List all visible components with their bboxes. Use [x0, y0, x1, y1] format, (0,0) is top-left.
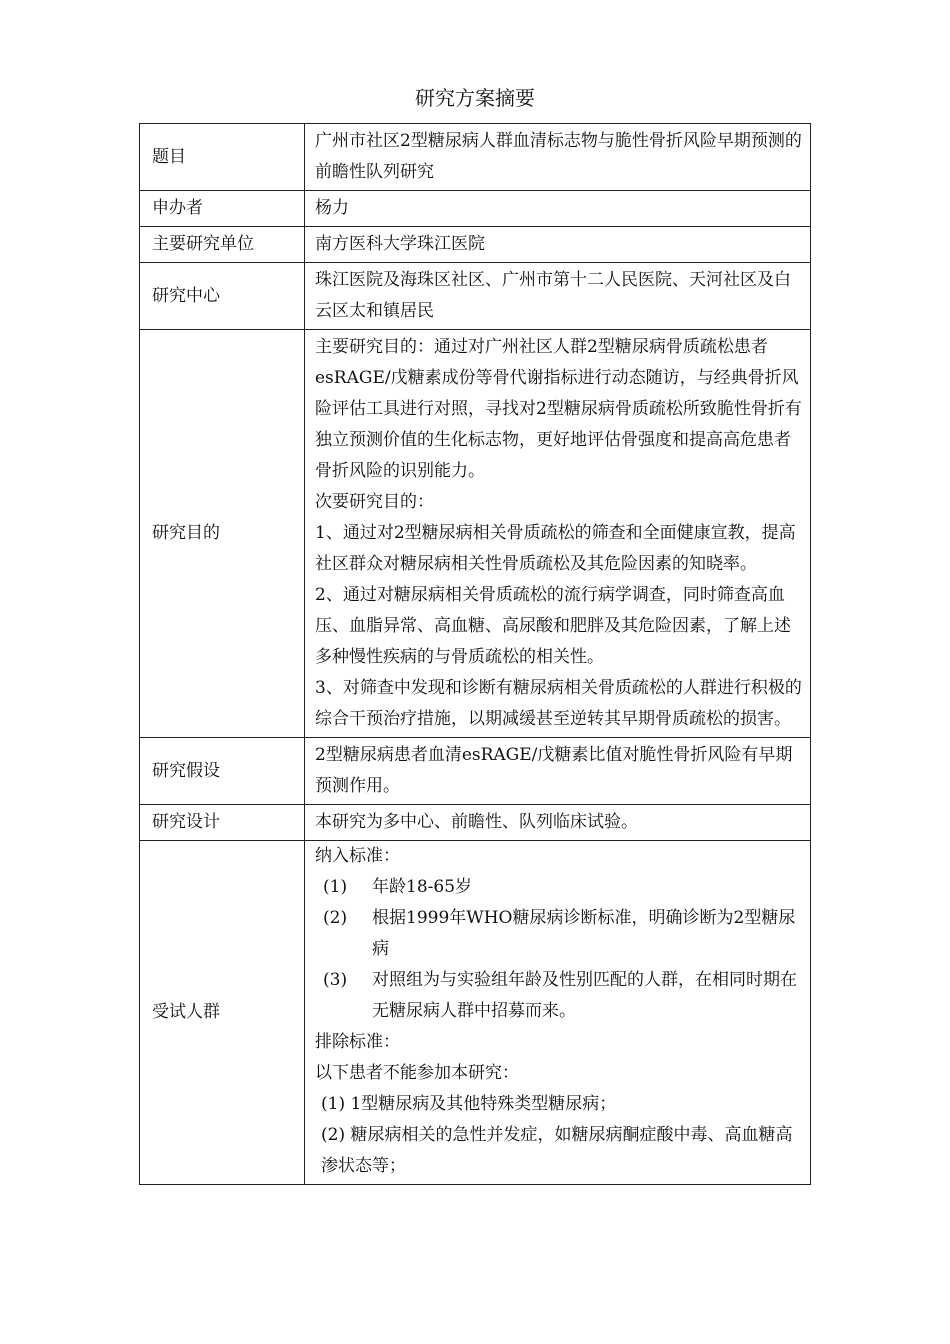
table-row [140, 738, 811, 805]
inclusion-item [315, 872, 804, 903]
table-row [140, 227, 811, 263]
inclusion-item-text: 对照组为与实验组年龄及性别匹配的人群，在相同时期在无糖尿病人群中招募而来。 [372, 970, 797, 1021]
table-row [140, 124, 811, 191]
exclusion-heading: 排除标准： [315, 1032, 400, 1052]
inclusion-item-number: (1) [323, 877, 348, 897]
row-value-center: 珠江医院及海珠区社区、广州市第十二人民医院、天河社区及白云区太和镇居民 [305, 263, 811, 330]
row-value-sponsor: 杨力 [305, 191, 811, 227]
row-value-unit: 南方医科大学珠江医院 [305, 227, 811, 263]
inclusion-item [315, 965, 804, 1027]
page-title: 研究方案摘要 [415, 86, 535, 110]
table-row [140, 263, 811, 330]
row-value-topic: 广州市社区2型糖尿病人群血清标志物与脆性骨折风险早期预测的前瞻性队列研究 [305, 124, 811, 191]
row-label-sponsor: 申办者 [140, 191, 305, 227]
inclusion-heading: 纳入标准： [315, 846, 400, 866]
purpose-main: 主要研究目的：通过对广州社区人群2型糖尿病骨质疏松患者esRAGE/戊糖素成份等骨代谢指标进行动态随访，与经典骨折风险评估工具进行对照，寻找对2型糖尿病骨质疏松所致脆性骨折有独立预测价值的生化标志物，更好地评估骨强度和提高高危患者骨折风险的识别能力。 [315, 337, 802, 481]
exclusion-item: (2) 糖尿病相关的急性并发症，如糖尿病酮症酸中毒、高血糖高渗状态等； [321, 1125, 793, 1176]
row-label-topic: 题目 [140, 124, 305, 191]
row-label-center: 研究中心 [140, 263, 305, 330]
purpose-item-1: 1、通过对2型糖尿病相关骨质疏松的筛查和全面健康宣教，提高社区群众对糖尿病相关性骨质疏松及其危险因素的知晓率。 [315, 523, 796, 574]
purpose-secondary-heading: 次要研究目的： [315, 492, 434, 512]
table-row [140, 841, 811, 1185]
row-label-subjects: 受试人群 [140, 841, 305, 1185]
exclusion-intro: 以下患者不能参加本研究： [315, 1063, 519, 1083]
table-row [140, 330, 811, 738]
summary-table [139, 123, 811, 1185]
row-label-unit: 主要研究单位 [140, 227, 305, 263]
inclusion-item-number: (2) [323, 908, 348, 928]
inclusion-item [315, 903, 804, 965]
purpose-item-2: 2、通过对糖尿病相关骨质疏松的流行病学调查，同时筛查高血压、血脂异常、高血糖、高尿酸和肥胖及其危险因素，了解上述多种慢性疾病的与骨质疏松的相关性。 [315, 585, 791, 667]
inclusion-item-number: (3) [323, 970, 348, 990]
row-value-hypothesis: 2型糖尿病患者血清esRAGE/戊糖素比值对脆性骨折风险有早期预测作用。 [305, 738, 811, 805]
row-label-purpose: 研究目的 [140, 330, 305, 738]
table-row [140, 191, 811, 227]
purpose-item-3: 3、对筛查中发现和诊断有糖尿病相关骨质疏松的人群进行积极的综合干预治疗措施，以期减缓甚至逆转其早期骨质疏松的损害。 [315, 678, 802, 729]
row-value-purpose [305, 330, 811, 738]
row-value-subjects [305, 841, 811, 1185]
inclusion-item-text: 年龄18-65岁 [372, 877, 473, 897]
row-label-design: 研究设计 [140, 805, 305, 841]
row-label-hypothesis: 研究假设 [140, 738, 305, 805]
row-value-design: 本研究为多中心、前瞻性、队列临床试验。 [305, 805, 811, 841]
exclusion-item: (1) 1型糖尿病及其他特殊类型糖尿病； [321, 1094, 617, 1114]
inclusion-item-text: 根据1999年WHO糖尿病诊断标准，明确诊断为2型糖尿病 [372, 908, 796, 959]
table-row [140, 805, 811, 841]
